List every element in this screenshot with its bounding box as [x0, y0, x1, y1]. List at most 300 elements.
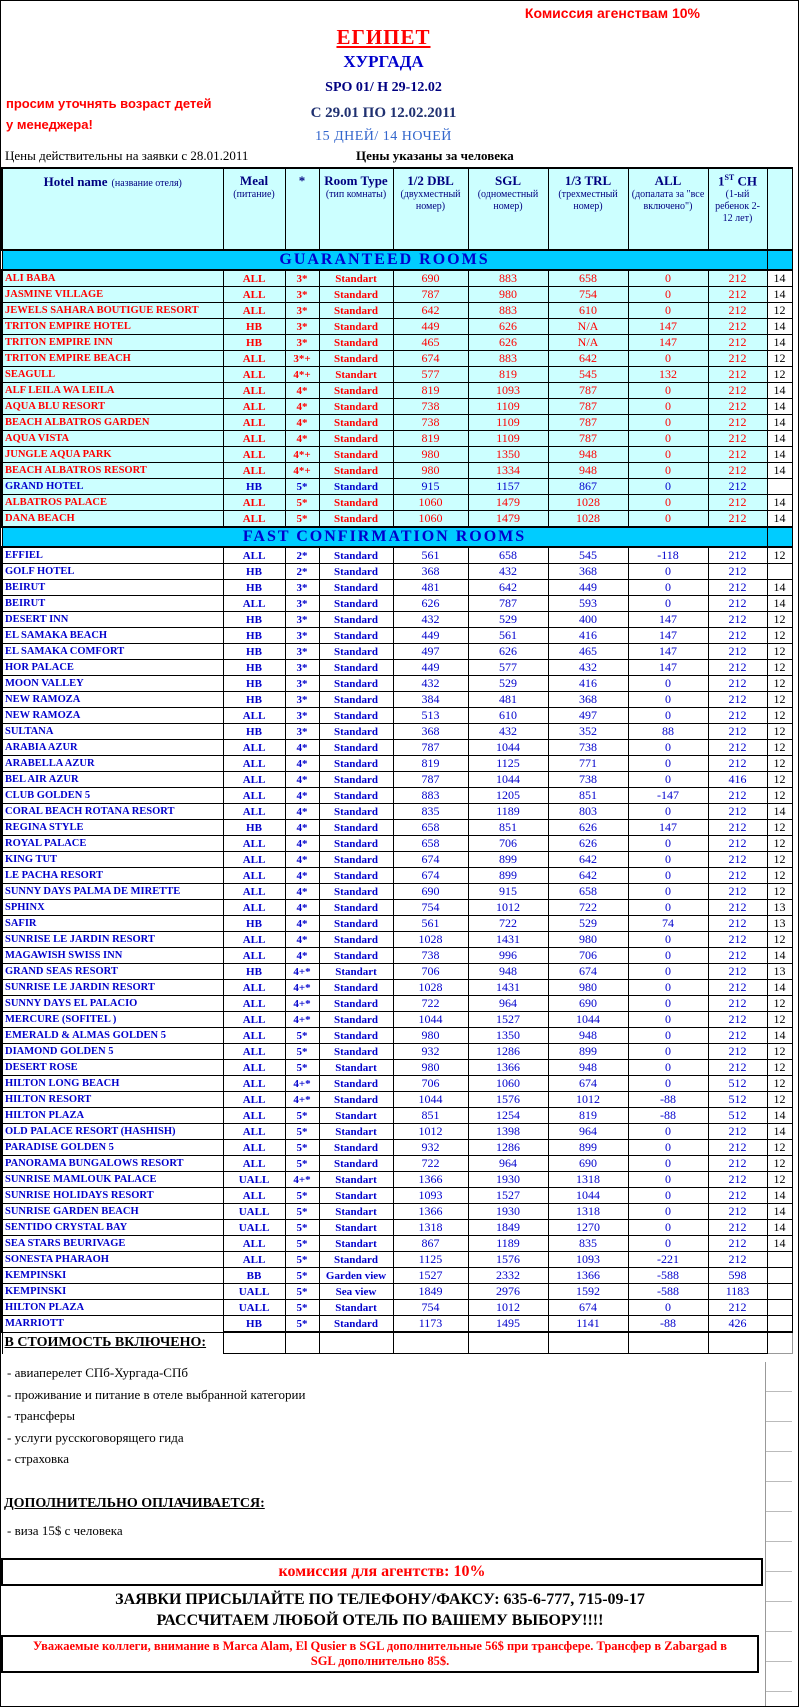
- table-row: [2, 335, 792, 351]
- double-price-cell: 754: [393, 1300, 468, 1316]
- first-child-cell: 1183: [708, 1284, 767, 1300]
- room-type-cell: Standard: [319, 351, 393, 367]
- table-row: [2, 1108, 792, 1124]
- hotel-name-cell: SAFIR: [2, 916, 223, 932]
- single-price-cell: 1576: [468, 1092, 548, 1108]
- double-price-cell: 690: [393, 884, 468, 900]
- triple-price-cell: 642: [548, 868, 628, 884]
- all-inclusive-cell: 0: [628, 708, 708, 724]
- meal-cell: ALL: [223, 303, 285, 319]
- table-row: [2, 383, 792, 399]
- included-item: - услуги русскоговорящего гида: [7, 1429, 184, 1445]
- room-type-cell: Standard: [319, 1252, 393, 1268]
- stars-cell: 5*: [285, 1268, 319, 1284]
- room-type-cell: Standard: [319, 383, 393, 399]
- hotel-name-cell: MERCURE (SOFITEL ): [2, 1012, 223, 1028]
- triple-price-cell: 787: [548, 415, 628, 431]
- meal-cell: ALL: [223, 996, 285, 1012]
- days-cell: 12: [767, 1012, 792, 1028]
- hotel-name-cell: JASMINE VILLAGE: [2, 287, 223, 303]
- meal-cell: HB: [223, 612, 285, 628]
- table-row: [2, 884, 792, 900]
- single-price-cell: 626: [468, 319, 548, 335]
- hotel-name-cell: EFFIEL: [2, 547, 223, 564]
- all-inclusive-cell: 0: [628, 692, 708, 708]
- first-child-cell: 212: [708, 1156, 767, 1172]
- hotel-name-cell: SUNNY DAYS EL PALACIO: [2, 996, 223, 1012]
- room-type-cell: Standart: [319, 367, 393, 383]
- first-child-cell: 212: [708, 367, 767, 383]
- all-inclusive-cell: 0: [628, 1204, 708, 1220]
- all-inclusive-cell: 0: [628, 1060, 708, 1076]
- first-child-cell: 212: [708, 511, 767, 528]
- triple-price-cell: 1318: [548, 1204, 628, 1220]
- empty-grid-cell: [223, 1332, 285, 1354]
- room-type-cell: Standard: [319, 1140, 393, 1156]
- days-cell: 14: [767, 431, 792, 447]
- meal-cell: ALL: [223, 772, 285, 788]
- triple-price-cell: 658: [548, 270, 628, 287]
- all-inclusive-cell: -88: [628, 1108, 708, 1124]
- double-price-cell: 915: [393, 479, 468, 495]
- double-price-cell: 980: [393, 1060, 468, 1076]
- double-price-cell: 706: [393, 1076, 468, 1092]
- meal-cell: ALL: [223, 1108, 285, 1124]
- days-cell: 12: [767, 1140, 792, 1156]
- meal-cell: ALL: [223, 804, 285, 820]
- stars-cell: 4*+: [285, 367, 319, 383]
- room-type-cell: Standard: [319, 1092, 393, 1108]
- table-row: [2, 1204, 792, 1220]
- triple-price-cell: 754: [548, 287, 628, 303]
- room-type-cell: Standard: [319, 431, 393, 447]
- hotel-name-cell: CORAL BEACH ROTANA RESORT: [2, 804, 223, 820]
- double-price-cell: 384: [393, 692, 468, 708]
- hotel-name-cell: SUNNY DAYS PALMA DE MIRETTE: [2, 884, 223, 900]
- all-inclusive-cell: 0: [628, 431, 708, 447]
- room-type-cell: Standard: [319, 511, 393, 528]
- single-price-cell: 1093: [468, 383, 548, 399]
- first-child-cell: 212: [708, 564, 767, 580]
- all-inclusive-cell: 0: [628, 1172, 708, 1188]
- table-row: [2, 367, 792, 383]
- meal-cell: ALL: [223, 1028, 285, 1044]
- days-cell: 14: [767, 948, 792, 964]
- first-child-cell: 212: [708, 303, 767, 319]
- first-child-cell: 212: [708, 980, 767, 996]
- days-cell: 14: [767, 287, 792, 303]
- first-child-cell: 426: [708, 1316, 767, 1333]
- stars-cell: 5*: [285, 1220, 319, 1236]
- double-price-cell: 497: [393, 644, 468, 660]
- hotel-name-cell: CLUB GOLDEN 5: [2, 788, 223, 804]
- meal-cell: ALL: [223, 1060, 285, 1076]
- hotel-name-cell: AQUA VISTA: [2, 431, 223, 447]
- first-child-cell: 212: [708, 1252, 767, 1268]
- days-cell: [767, 1284, 792, 1300]
- meal-cell: UALL: [223, 1204, 285, 1220]
- table-row: [2, 740, 792, 756]
- hotel-name-cell: KEMPINSKI: [2, 1284, 223, 1300]
- first-child-cell: 212: [708, 335, 767, 351]
- hotel-name-cell: KEMPINSKI: [2, 1268, 223, 1284]
- table-row: [2, 852, 792, 868]
- all-inclusive-cell: 0: [628, 1156, 708, 1172]
- all-inclusive-cell: 0: [628, 351, 708, 367]
- triple-price-cell: 352: [548, 724, 628, 740]
- sheet-footer: [1, 1362, 798, 1707]
- meal-cell: ALL: [223, 1156, 285, 1172]
- room-type-cell: Standard: [319, 660, 393, 676]
- days-cell: 12: [767, 868, 792, 884]
- days-cell: 13: [767, 900, 792, 916]
- first-child-cell: 212: [708, 1236, 767, 1252]
- double-price-cell: 819: [393, 431, 468, 447]
- single-price-cell: 642: [468, 580, 548, 596]
- single-price-cell: 1157: [468, 479, 548, 495]
- stars-cell: 4+*: [285, 1076, 319, 1092]
- hotel-name-cell: ALF LEILA WA LEILA: [2, 383, 223, 399]
- all-inclusive-cell: 0: [628, 884, 708, 900]
- col-meal: Meal (питание): [223, 168, 285, 250]
- all-inclusive-cell: 0: [628, 564, 708, 580]
- double-price-cell: 1044: [393, 1092, 468, 1108]
- triple-price-cell: 899: [548, 1044, 628, 1060]
- double-price-cell: 819: [393, 383, 468, 399]
- table-row: [2, 495, 792, 511]
- stars-cell: 4*: [285, 772, 319, 788]
- spo-code: SPO 01/ H 29-12.02: [325, 80, 442, 95]
- all-inclusive-cell: 147: [628, 612, 708, 628]
- meal-cell: HB: [223, 335, 285, 351]
- stars-cell: 4*: [285, 804, 319, 820]
- double-price-cell: 738: [393, 948, 468, 964]
- double-price-cell: 674: [393, 852, 468, 868]
- all-inclusive-cell: -221: [628, 1252, 708, 1268]
- stars-cell: 3*: [285, 644, 319, 660]
- stars-cell: 4*: [285, 948, 319, 964]
- contact-block: [1, 1586, 759, 1635]
- stars-cell: 4*: [285, 884, 319, 900]
- double-price-cell: 722: [393, 996, 468, 1012]
- double-price-cell: 1527: [393, 1268, 468, 1284]
- empty-grid-cell: [628, 1332, 708, 1354]
- days-cell: 12: [767, 303, 792, 319]
- all-inclusive-cell: 0: [628, 596, 708, 612]
- stars-cell: 5*: [285, 1060, 319, 1076]
- days-cell: 14: [767, 1204, 792, 1220]
- meal-cell: ALL: [223, 495, 285, 511]
- agency-commission-note: Комиссия агенствам 10%: [524, 5, 700, 21]
- hotel-name-cell: DESERT INN: [2, 612, 223, 628]
- meal-cell: ALL: [223, 1188, 285, 1204]
- days-cell: 12: [767, 708, 792, 724]
- stars-cell: 5*: [285, 1028, 319, 1044]
- double-price-cell: 835: [393, 804, 468, 820]
- all-inclusive-cell: 0: [628, 932, 708, 948]
- meal-cell: ALL: [223, 270, 285, 287]
- single-price-cell: 1849: [468, 1220, 548, 1236]
- stars-cell: 4*: [285, 788, 319, 804]
- days-cell: 12: [767, 1044, 792, 1060]
- double-price-cell: 449: [393, 628, 468, 644]
- table-row: [2, 1028, 792, 1044]
- days-cell: 14: [767, 415, 792, 431]
- triple-price-cell: 851: [548, 788, 628, 804]
- single-price-cell: 1930: [468, 1204, 548, 1220]
- first-child-cell: 212: [708, 596, 767, 612]
- meal-cell: HB: [223, 564, 285, 580]
- double-price-cell: 1125: [393, 1252, 468, 1268]
- hotel-name-cell: ALBATROS PALACE: [2, 495, 223, 511]
- single-price-cell: 1350: [468, 1028, 548, 1044]
- stars-cell: 4*: [285, 383, 319, 399]
- stars-cell: 4+*: [285, 996, 319, 1012]
- meal-cell: ALL: [223, 1140, 285, 1156]
- room-type-cell: Standart: [319, 1236, 393, 1252]
- first-child-cell: 212: [708, 1188, 767, 1204]
- hotel-name-cell: SEAGULL: [2, 367, 223, 383]
- days-cell: 12: [767, 612, 792, 628]
- double-price-cell: 787: [393, 287, 468, 303]
- hotel-name-cell: SUNRISE LE JARDIN RESORT: [2, 980, 223, 996]
- hotel-name-cell: SULTANA: [2, 724, 223, 740]
- table-row: [2, 868, 792, 884]
- days-cell: 12: [767, 836, 792, 852]
- single-price-cell: 1930: [468, 1172, 548, 1188]
- stars-cell: 5*: [285, 1140, 319, 1156]
- meal-cell: HB: [223, 1316, 285, 1333]
- days-cell: 12: [767, 547, 792, 564]
- room-type-cell: Standard: [319, 900, 393, 916]
- table-row: [2, 1140, 792, 1156]
- stars-cell: 3*: [285, 319, 319, 335]
- all-inclusive-cell: 0: [628, 1140, 708, 1156]
- hotel-name-cell: SONESTA PHARAOH: [2, 1252, 223, 1268]
- double-price-cell: 513: [393, 708, 468, 724]
- room-type-cell: Standard: [319, 820, 393, 836]
- room-type-cell: Standard: [319, 740, 393, 756]
- days-cell: 12: [767, 756, 792, 772]
- first-child-cell: 212: [708, 964, 767, 980]
- triple-price-cell: 674: [548, 964, 628, 980]
- table-row: [2, 900, 792, 916]
- days-cell: 12: [767, 932, 792, 948]
- country-title: ЕГИПЕТ: [336, 25, 431, 49]
- room-type-cell: Standart: [319, 1204, 393, 1220]
- hotel-name-cell: DIAMOND GOLDEN 5: [2, 1044, 223, 1060]
- days-cell: 14: [767, 270, 792, 287]
- triple-price-cell: 674: [548, 1300, 628, 1316]
- single-price-cell: 722: [468, 916, 548, 932]
- table-row: [2, 431, 792, 447]
- section-title: GUARANTEED ROOMS: [2, 250, 767, 270]
- days-cell: 14: [767, 335, 792, 351]
- single-price-cell: 561: [468, 628, 548, 644]
- room-type-cell: Standard: [319, 580, 393, 596]
- meal-cell: ALL: [223, 788, 285, 804]
- room-type-cell: Standard: [319, 916, 393, 932]
- hotel-name-cell: AQUA BLU RESORT: [2, 399, 223, 415]
- first-child-cell: 512: [708, 1108, 767, 1124]
- days-cell: 12: [767, 644, 792, 660]
- double-price-cell: 561: [393, 916, 468, 932]
- triple-price-cell: 545: [548, 367, 628, 383]
- all-inclusive-cell: -88: [628, 1316, 708, 1333]
- triple-price-cell: 449: [548, 580, 628, 596]
- all-inclusive-cell: 0: [628, 804, 708, 820]
- triple-price-cell: 948: [548, 1060, 628, 1076]
- meal-cell: UALL: [223, 1172, 285, 1188]
- meal-cell: ALL: [223, 884, 285, 900]
- triple-price-cell: 867: [548, 479, 628, 495]
- room-type-cell: Standard: [319, 996, 393, 1012]
- double-price-cell: 642: [393, 303, 468, 319]
- table-row: [2, 1012, 792, 1028]
- days-cell: 12: [767, 660, 792, 676]
- room-type-cell: Standard: [319, 287, 393, 303]
- hotel-name-cell: HILTON RESORT: [2, 1092, 223, 1108]
- hotel-name-cell: SUNRISE LE JARDIN RESORT: [2, 932, 223, 948]
- col-first-child: 1ST CH (1-ый ребенок 2-12 лет): [708, 168, 767, 250]
- col-double: 1/2 DBL (двухместный номер): [393, 168, 468, 250]
- all-inclusive-cell: 147: [628, 319, 708, 335]
- room-type-cell: Standard: [319, 1044, 393, 1060]
- triple-price-cell: 835: [548, 1236, 628, 1252]
- stars-cell: 5*: [285, 1300, 319, 1316]
- col-triple: 1/3 TRL (трехместный номер): [548, 168, 628, 250]
- single-price-cell: 481: [468, 692, 548, 708]
- single-price-cell: 1189: [468, 1236, 548, 1252]
- triple-price-cell: 610: [548, 303, 628, 319]
- single-price-cell: 1479: [468, 511, 548, 528]
- room-type-cell: Standard: [319, 948, 393, 964]
- first-child-cell: 212: [708, 415, 767, 431]
- all-inclusive-cell: 0: [628, 495, 708, 511]
- table-row: [2, 932, 792, 948]
- triple-price-cell: 803: [548, 804, 628, 820]
- col-room-type: Room Type (тип комнаты): [319, 168, 393, 250]
- single-price-cell: 1527: [468, 1188, 548, 1204]
- room-type-cell: Standart: [319, 1124, 393, 1140]
- days-cell: 14: [767, 1124, 792, 1140]
- first-child-cell: 212: [708, 660, 767, 676]
- triple-price-cell: 771: [548, 756, 628, 772]
- room-type-cell: Standard: [319, 788, 393, 804]
- single-price-cell: 1012: [468, 1300, 548, 1316]
- section-band-end: [767, 527, 792, 547]
- meal-cell: BB: [223, 1268, 285, 1284]
- stars-cell: 5*: [285, 495, 319, 511]
- room-type-cell: Standard: [319, 868, 393, 884]
- double-price-cell: 432: [393, 612, 468, 628]
- stars-cell: 4*: [285, 399, 319, 415]
- hotel-name-cell: NEW RAMOZA: [2, 692, 223, 708]
- days-cell: 14: [767, 1108, 792, 1124]
- stars-cell: 5*: [285, 1316, 319, 1333]
- section-title: FAST CONFIRMATION ROOMS: [2, 527, 767, 547]
- days-cell: [767, 479, 792, 495]
- all-inclusive-cell: 0: [628, 1124, 708, 1140]
- table-row: [2, 319, 792, 335]
- stars-cell: 2*: [285, 547, 319, 564]
- meal-cell: ALL: [223, 547, 285, 564]
- table-row: [2, 820, 792, 836]
- hotel-name-cell: OLD PALACE RESORT (HASHISH): [2, 1124, 223, 1140]
- stars-cell: 3*: [285, 676, 319, 692]
- single-price-cell: 996: [468, 948, 548, 964]
- double-price-cell: 432: [393, 676, 468, 692]
- single-price-cell: 1109: [468, 415, 548, 431]
- meal-cell: ALL: [223, 447, 285, 463]
- stars-cell: 5*: [285, 1156, 319, 1172]
- double-price-cell: 722: [393, 1156, 468, 1172]
- first-child-cell: 212: [708, 628, 767, 644]
- single-price-cell: 432: [468, 724, 548, 740]
- days-cell: 12: [767, 1076, 792, 1092]
- meal-cell: ALL: [223, 431, 285, 447]
- stars-cell: 4*: [285, 900, 319, 916]
- first-child-cell: 212: [708, 868, 767, 884]
- triple-price-cell: 1141: [548, 1316, 628, 1333]
- hotel-name-cell: SUNRISE GARDEN BEACH: [2, 1204, 223, 1220]
- bottom-note-banner: Уважаемые коллеги, внимание в Marca Alam, El Qusier в SGL дополнительные 56$ при трансфере. Трансфер в Zabargad в SGL дополнительно 85$.: [1, 1635, 759, 1673]
- single-price-cell: 529: [468, 612, 548, 628]
- single-price-cell: 626: [468, 644, 548, 660]
- all-inclusive-cell: 0: [628, 463, 708, 479]
- hotel-name-cell: BEACH ALBATROS GARDEN: [2, 415, 223, 431]
- first-child-cell: 212: [708, 1044, 767, 1060]
- days-cell: 14: [767, 383, 792, 399]
- triple-price-cell: 416: [548, 676, 628, 692]
- meal-cell: ALL: [223, 1124, 285, 1140]
- table-row: [2, 1316, 792, 1333]
- hotel-name-cell: REGINA STYLE: [2, 820, 223, 836]
- triple-price-cell: 1044: [548, 1188, 628, 1204]
- double-price-cell: 1060: [393, 511, 468, 528]
- empty-grid-cell: [708, 1332, 767, 1354]
- single-price-cell: 883: [468, 351, 548, 367]
- days-cell: 12: [767, 884, 792, 900]
- stars-cell: 4*: [285, 756, 319, 772]
- days-cell: 14: [767, 463, 792, 479]
- first-child-cell: 212: [708, 804, 767, 820]
- single-price-cell: 883: [468, 303, 548, 319]
- single-price-cell: 964: [468, 1156, 548, 1172]
- room-type-cell: Standart: [319, 270, 393, 287]
- single-price-cell: 1431: [468, 980, 548, 996]
- meal-cell: ALL: [223, 351, 285, 367]
- double-price-cell: 577: [393, 367, 468, 383]
- table-row: [2, 692, 792, 708]
- double-price-cell: 980: [393, 463, 468, 479]
- room-type-cell: Standard: [319, 335, 393, 351]
- days-cell: [767, 1252, 792, 1268]
- table-row: [2, 788, 792, 804]
- room-type-cell: Standard: [319, 463, 393, 479]
- table-row: [2, 612, 792, 628]
- table-row: [2, 772, 792, 788]
- included-item: - проживание и питание в отеле выбранной категории: [7, 1386, 306, 1402]
- room-type-cell: Standard: [319, 884, 393, 900]
- single-price-cell: 899: [468, 868, 548, 884]
- first-child-cell: 212: [708, 612, 767, 628]
- meal-cell: HB: [223, 692, 285, 708]
- triple-price-cell: 690: [548, 996, 628, 1012]
- meal-cell: ALL: [223, 1236, 285, 1252]
- days-cell: 13: [767, 964, 792, 980]
- table-row: [2, 676, 792, 692]
